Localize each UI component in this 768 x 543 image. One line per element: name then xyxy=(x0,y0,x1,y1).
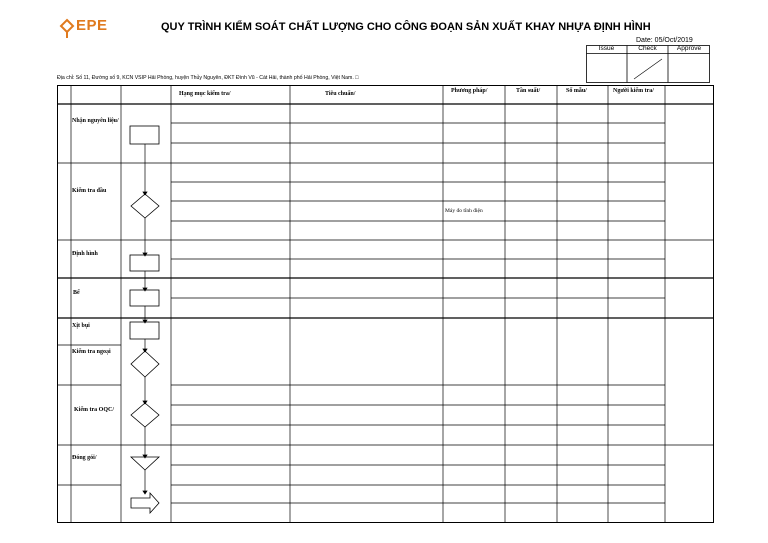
column-header-inspector: Người kiểm tra/ xyxy=(613,88,654,94)
step-label-material-receiving: Nhận nguyên liệu/ xyxy=(72,118,119,124)
column-header-frequency: Tần suất/ xyxy=(516,88,541,94)
column-header-inspection-item: Hạng mục kiểm tra/ xyxy=(179,91,231,97)
quality-control-table xyxy=(57,85,714,523)
step-label-cutting: Bế xyxy=(73,290,80,296)
signature-issue-label: Issue xyxy=(598,45,615,52)
logo-text: EPE xyxy=(76,17,108,34)
column-header-standard: Tiêu chuẩn/ xyxy=(325,91,356,97)
company-address: Địa chỉ: Số 11, Đường số 9, KCN VSIP Hải Phòng, huyện Thủy Nguyên, ĐKT Đình Vũ - Cát Hải, thành phố Hải Phòng, Việt Nam. □ xyxy=(57,75,359,81)
step-label-oqc-inspection: Kiểm tra OQC/ xyxy=(74,407,114,413)
method-note-static-meter: Máy đo tĩnh điện xyxy=(445,208,483,214)
column-header-method: Phương pháp/ xyxy=(451,88,488,94)
step-label-packing: Đóng gói/ xyxy=(72,455,97,461)
document-date: Date: 05/Oct/2019 xyxy=(636,37,693,44)
step-label-initial-inspection: Kiểm tra đầu xyxy=(72,188,107,194)
signature-check-label: Check xyxy=(638,45,657,52)
step-label-forming: Định hình xyxy=(72,251,98,257)
signature-approve-label: Approve xyxy=(676,45,702,52)
step-label-dust-blowing: Xịt bụi xyxy=(72,323,90,329)
page-title: QUY TRÌNH KIỂM SOÁT CHẤT LƯỢNG CHO CÔNG ĐOẠN SẢN XUẤT KHAY NHỰA ĐỊNH HÌNH xyxy=(161,21,651,33)
column-header-sample-size: Số mẫu/ xyxy=(566,88,587,94)
step-label-visual-inspection: Kiểm tra ngoại xyxy=(72,349,111,355)
